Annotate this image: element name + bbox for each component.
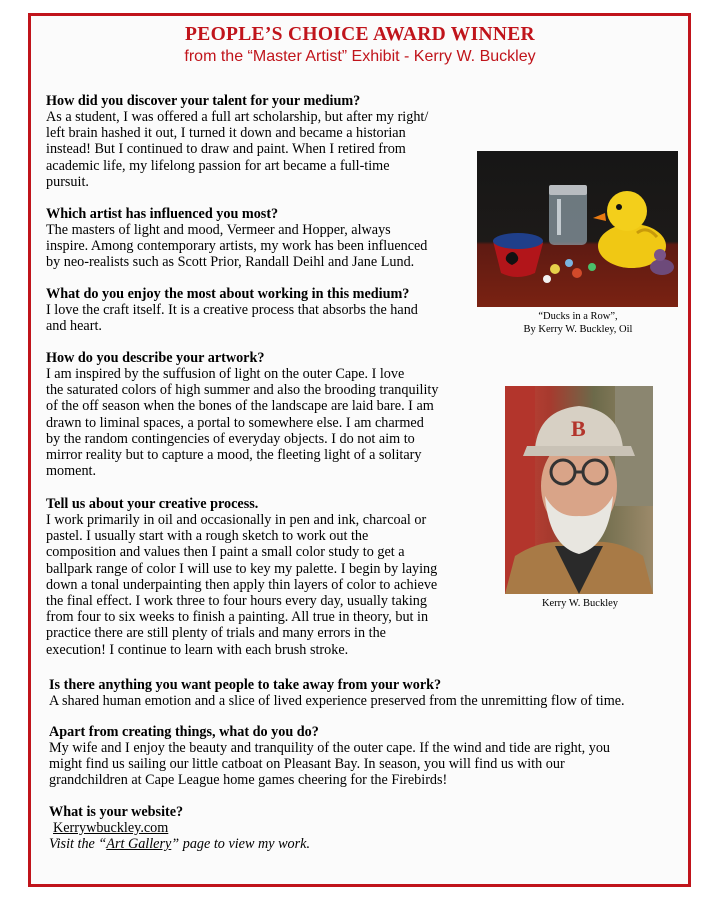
answer-line: I love the craft itself. It is a creative process that absorbs the hand [46,302,418,318]
portrait-illustration [505,386,653,594]
visit-note: Visit the “Art Gallery” page to view my work. [49,836,310,853]
painting-caption [480,310,676,336]
question: What do you enjoy the most about working in this medium? [46,286,410,302]
answer-line: the final effect. I work three to four hours every day, usually taking [46,593,427,610]
answer-line: practice there are still plenty of trials and many errors in the [46,625,386,642]
answer-line: of the off season when the bones of the landscape are laid bare. I am [46,398,434,415]
art-gallery-link[interactable]: Art Gallery [106,836,172,853]
qa-section-enjoy [46,286,476,334]
portrait-caption: Kerry W. Buckley [541,598,619,609]
answer-line: down a tonal underpainting then apply thin layers of color to achieve [46,576,438,593]
answer-line: moment. [46,463,97,480]
answer-line: A shared human emotion and a slice of lived experience preserved from the unremitting flow of time. [49,693,625,709]
answer-line: ballpark range of color I will use to key my palette. I begin by laying [46,560,438,577]
question: What is your website? [49,804,184,820]
question: Is there anything you want people to take away from your work? [49,677,442,693]
answer-line: and heart. [46,318,102,335]
artist-portrait [505,386,653,594]
qa-section-takeaway [49,677,679,709]
question: How do you describe your artwork? [46,350,265,366]
svg-text:B: B [571,416,586,441]
answer-line: execution! I continue to learn with each brush stroke. [46,641,349,658]
answer-line: grandchildren at Cape League home games cheering for the Firebirds! [49,772,448,789]
answer-line: instead! But I continued to draw and paint. When I retired from [46,141,406,158]
answer-line: academic life, my lifelong passion for art became a full-time [46,157,390,174]
answer-line: pastel. I usually start with a rough sketch to work out the [46,528,369,545]
answer-line: As a student, I was offered a full art scholarship, but after my right/ [46,109,429,125]
answer-line: drawn to liminal spaces, a portal to somewhere else. I am charmed [46,414,424,431]
answer-line: inspire. Among contemporary artists, my work has been influenced [46,238,428,255]
question: Tell us about your creative process. [46,496,259,512]
answer-line: left brain hashed it out, I turned it down and became a historian [46,125,406,142]
question: How did you discover your talent for your medium? [46,93,361,109]
painting-caption-title: “Ducks in a Row”, [538,311,618,322]
qa-section-describe [46,350,486,479]
qa-section-influence [46,206,476,271]
answer-line: by neo-realists such as Scott Prior, Randall Deihl and Jane Lund. [46,254,415,271]
answer-line: by the random contingencies of everyday objects. I do not aim to [46,430,415,447]
page-title: PEOPLE’S CHOICE AWARD WINNER [185,24,535,45]
answer-line: from four to six weeks to finish a painting. All true in theory, but in [46,609,429,626]
answer-line: the saturated colors of high summer and also the brooding tranquility [46,382,439,399]
answer-line: pursuit. [46,173,89,190]
website-link[interactable]: Kerrywbuckley.com [53,820,169,836]
qa-section-discover [46,93,476,190]
painting-illustration [477,151,678,307]
painting-caption-credit: By Kerry W. Buckley, Oil [523,324,633,335]
answer-line: The masters of light and mood, Vermeer and Hopper, always [46,222,391,238]
answer-line: My wife and I enjoy the beauty and tranquility of the outer cape. If the wind and tide are right, you [49,740,611,756]
answer-line: I am inspired by the suffusion of light on the outer Cape. I love [46,366,405,382]
painting-ducks-in-a-row [477,151,678,307]
qa-section-hobbies [49,724,679,789]
question: Which artist has influenced you most? [46,206,279,222]
qa-section-process [46,496,486,658]
question: Apart from creating things, what do you do? [49,724,319,740]
page-subtitle: from the “Master Artist” Exhibit - Kerry W. Buckley [184,48,536,65]
answer-line: I work primarily in oil and occasionally in pen and ink, charcoal or [46,512,427,528]
answer-line: mirror reality but to capture a mood, the fleeting light of a solitary [46,447,422,464]
answer-line: composition and values then I paint a small color study to get a [46,544,405,561]
qa-section-website [49,804,679,852]
answer-line: might find us sailing our little catboat on Pleasant Bay. In season, you will find us with our [49,756,565,773]
